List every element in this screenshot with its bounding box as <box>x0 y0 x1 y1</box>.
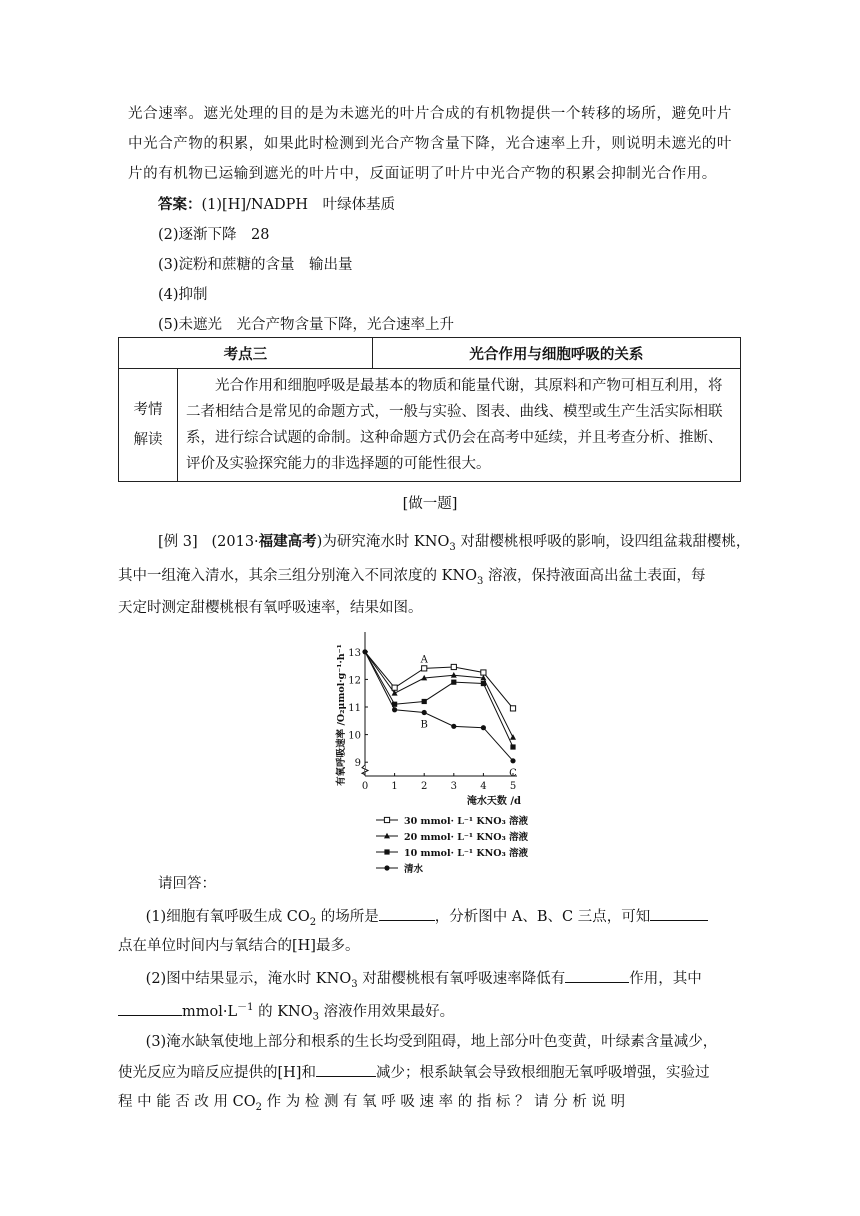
question-3-line-3 <box>118 1092 625 1118</box>
x-tick-label: 2 <box>421 781 428 792</box>
y-tick-label: 10 <box>348 730 361 742</box>
data-point-series-4 <box>451 724 456 729</box>
data-point-series-4 <box>481 725 486 730</box>
example-text-1: 为研究淹水时 KNO <box>322 534 450 550</box>
data-point-start <box>362 649 367 654</box>
answer-blank[interactable] <box>118 1001 182 1016</box>
data-point-series-1 <box>392 685 397 690</box>
x-tick-label: 3 <box>450 781 457 792</box>
superscript-minus-1: －1 <box>237 1002 254 1013</box>
x-tick-label: 4 <box>480 781 487 792</box>
answer-blank[interactable] <box>379 906 435 921</box>
data-point-series-3 <box>481 681 486 686</box>
annotation-label: C <box>509 767 517 779</box>
example-line-2 <box>118 566 706 592</box>
answer-line-1 <box>158 195 395 215</box>
q3-text-b: 使光反应为暗反应提供的[H]和 <box>118 1065 316 1081</box>
q2-text-c: 作用，其中 <box>629 971 702 987</box>
q3-text-c: 减少；根系缺氧会导致根细胞无氧呼吸增强，实验过 <box>375 1065 710 1081</box>
subscript-2: 2 <box>255 1101 263 1113</box>
data-point-series-2 <box>510 734 516 740</box>
section-title: [做一题] <box>402 496 458 512</box>
data-point-series-3 <box>451 680 456 685</box>
legend-label: 20 mmol· L⁻¹ KNO₃ 溶液 <box>404 832 529 843</box>
legend-label: 10 mmol· L⁻¹ KNO₃ 溶液 <box>404 848 529 859</box>
legend-label: 30 mmol· L⁻¹ KNO₃ 溶液 <box>404 816 529 827</box>
series-line-3 <box>365 652 513 747</box>
q2-text-d: mmol·L <box>182 1003 238 1020</box>
question-prompt: 请回答： <box>158 876 216 892</box>
example-text-1b: 对甜樱桃根呼吸的影响，设四组盆栽甜樱桃， <box>455 534 751 550</box>
q2-text-e: 的 KNO <box>253 1003 313 1020</box>
side-label-1: 考情 <box>133 402 163 418</box>
side-label-2: 解读 <box>133 432 163 448</box>
answer-2: (2)逐渐下降 28 <box>158 227 270 243</box>
x-tick-label: 1 <box>391 781 398 792</box>
question-3-line-2 <box>118 1062 709 1083</box>
example-line-3: 天定时测定甜樱桃根有氧呼吸速率，结果如图。 <box>118 600 423 616</box>
explanation-line-2: 中光合产物的积累，如果此时检测到光合产物含量下降，光合速率上升，则说明未遮光的叶 <box>128 136 732 152</box>
y-axis-label: 有氧呼吸速率 /O₂μmol·g⁻¹·h⁻¹ <box>336 644 347 786</box>
answer-1: (1)[H]/NADPH 叶绿体基质 <box>201 197 396 213</box>
q3-text-d: 程 中 能 否 改 用 CO <box>118 1094 256 1110</box>
question-3-line-1 <box>118 1032 717 1052</box>
subscript-3: 3 <box>312 1011 319 1023</box>
kaodian-number: 考点三 <box>119 338 373 369</box>
legend-marker <box>384 865 389 870</box>
q1-text-a: (1)细胞有氧呼吸生成 CO <box>145 909 310 925</box>
answer-3: (3)淀粉和蔗糖的含量 输出量 <box>158 257 353 273</box>
data-point-series-2 <box>451 672 457 678</box>
example-line-1 <box>158 532 750 558</box>
kaodian-body-text: 光合作用和细胞呼吸是最基本的物质和能量代谢，其原料和产物可相互利用，将二者相结合是常见的命题方式，一般与实验、图表、曲线、模型或生产生活实际相联系，进行综合试题的命制。这种命题方式仍会在高考中延续，并且考查分析、推断、评价及实验探究能力的非选择题的可能性很大。 <box>186 378 723 472</box>
data-point-series-4 <box>392 707 397 712</box>
question-2-line-1 <box>118 968 702 995</box>
y-tick-label: 12 <box>348 675 361 687</box>
legend-marker <box>384 849 389 854</box>
answer-4: (4)抑制 <box>158 287 208 303</box>
question-2-line-2 <box>118 998 454 1028</box>
explanation-line-3: 片的有机物已运输到遮光的叶片中，反面证明了叶片中光合产物的积累会抑制光合作用。 <box>128 166 717 182</box>
q1-text-b: 的场所是 <box>316 909 379 925</box>
annotation-label: A <box>420 654 428 666</box>
x-tick-label: 5 <box>509 781 517 792</box>
answer-5: (5)未遮光 光合产物含量下降，光合速率上升 <box>158 317 455 333</box>
explanation-line-1: 光合速率。遮光处理的目的是为未遮光的叶片合成的有机物提供一个转移的场所，避免叶片 <box>128 106 732 122</box>
subscript-3: 3 <box>351 978 358 990</box>
data-point-series-3 <box>510 744 515 749</box>
y-tick-label: 13 <box>348 647 361 659</box>
subscript-3: 3 <box>449 541 456 553</box>
example-source-close: ) <box>316 534 323 550</box>
answer-label: 答案： <box>158 196 202 213</box>
data-point-series-1 <box>451 664 456 669</box>
q1-text-c: ，分析图中 A、B、C 三点，可知 <box>434 909 651 925</box>
kaodian-topic: 光合作用与细胞呼吸的关系 <box>372 338 740 369</box>
question-1-line-1 <box>118 906 708 933</box>
line-chart <box>330 628 590 875</box>
subscript-2: 2 <box>309 916 317 928</box>
example-source: 福建高考 <box>258 533 317 550</box>
q1-text-d: 点在单位时间内与氧结合的[H]最多。 <box>118 938 360 954</box>
example-text-2b: 溶液，保持液面高出盆土表面，每 <box>483 568 706 584</box>
example-source-open: (2013· <box>211 534 259 550</box>
example-tag: [例 3] <box>158 534 198 550</box>
legend-label: 清水 <box>404 864 424 875</box>
data-point-series-3 <box>422 699 427 704</box>
data-point-series-1 <box>481 670 486 675</box>
data-point-series-4 <box>422 710 427 715</box>
q3-text-a: (3)淹水缺氧使地上部分和根系的生长均受到阻碍，地上部分叶色变黄，叶绿素含量减少， <box>145 1034 718 1050</box>
x-axis-label: 淹水天数 /d <box>466 796 521 807</box>
kaodian-side-label <box>119 369 178 482</box>
y-tick-label: 11 <box>348 703 361 714</box>
x-tick-label: 0 <box>361 781 369 792</box>
annotation-label: B <box>420 719 428 731</box>
kaodian-table <box>118 337 741 482</box>
subscript-3: 3 <box>477 575 484 587</box>
data-point-series-1 <box>510 706 515 711</box>
answer-blank[interactable] <box>565 968 629 983</box>
y-tick-label: 9 <box>354 758 361 770</box>
q2-text-b: 对甜樱桃根有氧呼吸速率降低有 <box>357 971 566 987</box>
example-text-2: 其中一组淹入清水，其余三组分别淹入不同浓度的 KNO <box>118 568 478 584</box>
answer-blank[interactable] <box>650 906 708 921</box>
q2-text-a: (2)图中结果显示，淹水时 KNO <box>145 971 352 987</box>
data-point-series-1 <box>422 666 427 671</box>
kaodian-body-cell <box>178 369 741 482</box>
legend-marker <box>384 817 389 822</box>
data-point-series-4 <box>510 758 515 763</box>
q2-text-f: 溶液作用效果最好。 <box>319 1003 455 1020</box>
q3-text-e: 作 为 检 测 有 氧 呼 吸 速 率 的 指 标 ？ 请 分 析 说 明 <box>262 1094 626 1110</box>
answer-blank[interactable] <box>316 1062 376 1077</box>
